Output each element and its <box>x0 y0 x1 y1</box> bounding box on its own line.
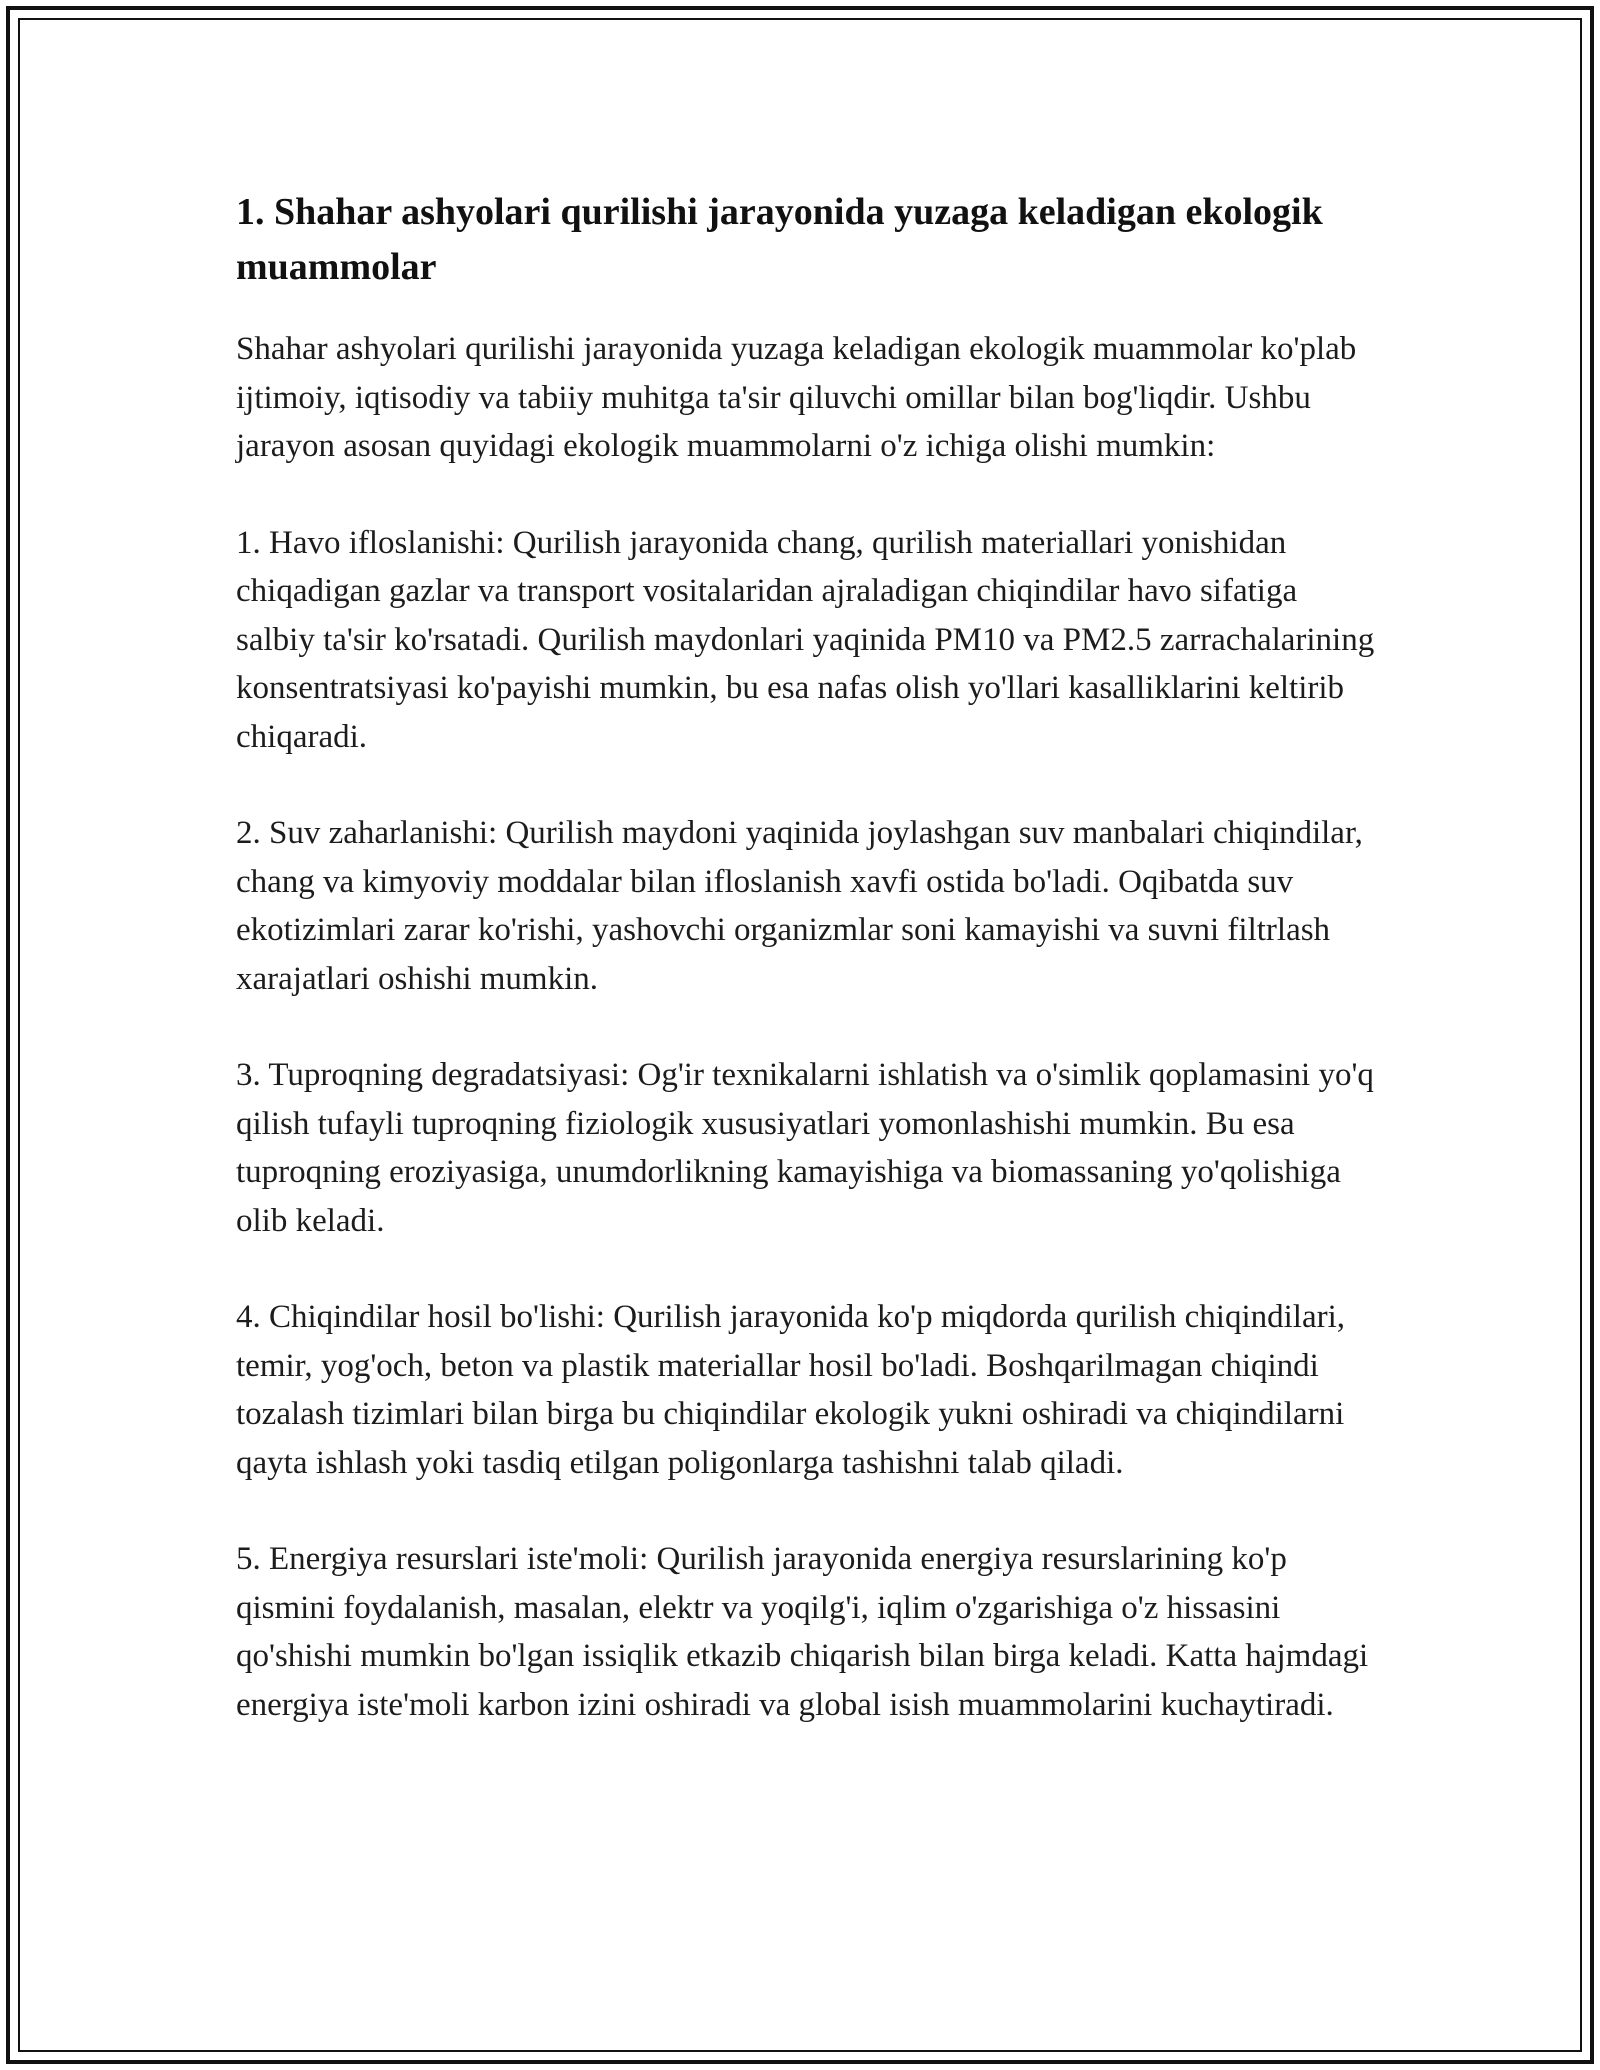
section-heading: 1. Shahar ashyolari qurilishi jarayonida yuzaga keladigan ekologik muammolar <box>236 191 1323 288</box>
intro-paragraph: Shahar ashyolari qurilishi jarayonida yuzaga keladigan ekologik muammolar ko'plab ijtimoiy, iqtisodiy va tabiiy muhitga ta'sir qiluvchi omillar bilan bog'liqdir. Ushbu jarayon asosan quyidagi ekologik muammolarni o'z ichiga olishi mumkin: <box>236 331 1357 464</box>
document-body <box>236 185 1376 1777</box>
paragraph-energy-consumption: 5. Energiya resurslari iste'moli: Qurilish jarayonida energiya resurslarining ko'p qismini foydalanish, masalan, elektr va yoqilg'i, iqlim o'zgarishiga o'z hissasini qo'shishi mumkin bo'lgan issiqlik etkazib chiqarish bilan birga keladi. Katta hajmdagi energiya iste'moli karbon izini oshiradi va global isish muammolarini kuchaytiradi. <box>236 1541 1369 1723</box>
paragraph-soil-degradation: 3. Tuproqning degradatsiyasi: Og'ir texnikalarni ishlatish va o'simlik qoplamasini yo'q qilish tufayli tuproqning fiziologik xususiyatlari yomonlashishi mumkin. Bu esa tuproqning eroziyasiga, unumdorlikning kamayishiga va biomassaning yo'qolishiga olib keladi. <box>236 1057 1374 1239</box>
paragraph-waste-generation: 4. Chiqindilar hosil bo'lishi: Qurilish jarayonida ko'p miqdorda qurilish chiqindilari, temir, yog'och, beton va plastik materiallar hosil bo'ladi. Boshqarilmagan chiqindi tozalash tizimlari bilan birga bu chiqindilar ekologik yukni oshiradi va chiqindilarni qayta ishlash yoki tasdiq etilgan poligonlarga tashishni talab qiladi. <box>236 1299 1346 1481</box>
paragraph-water-contamination: 2. Suv zaharlanishi: Qurilish maydoni yaqinida joylashgan suv manbalari chiqindilar, chang va kimyoviy moddalar bilan ifloslanish xavfi ostida bo'ladi. Oqibatda suv ekotizimlari zarar ko'rishi, yashovchi organizmlar soni kamayishi va suvni filtrlash xarajatlari oshishi mumkin. <box>236 815 1363 997</box>
paragraph-air-pollution: 1. Havo ifloslanishi: Qurilish jarayonida chang, qurilish materiallari yonishidan chiqadigan gazlar va transport vositalaridan ajraladigan chiqindilar havo sifatiga salbiy ta'sir ko'rsatadi. Qurilish maydonlari yaqinida PM10 va PM2.5 zarrachalarining konsentratsiyasi ko'payishi mumkin, bu esa nafas olish yo'llari kasalliklarini keltirib chiqaradi. <box>236 524 1375 755</box>
